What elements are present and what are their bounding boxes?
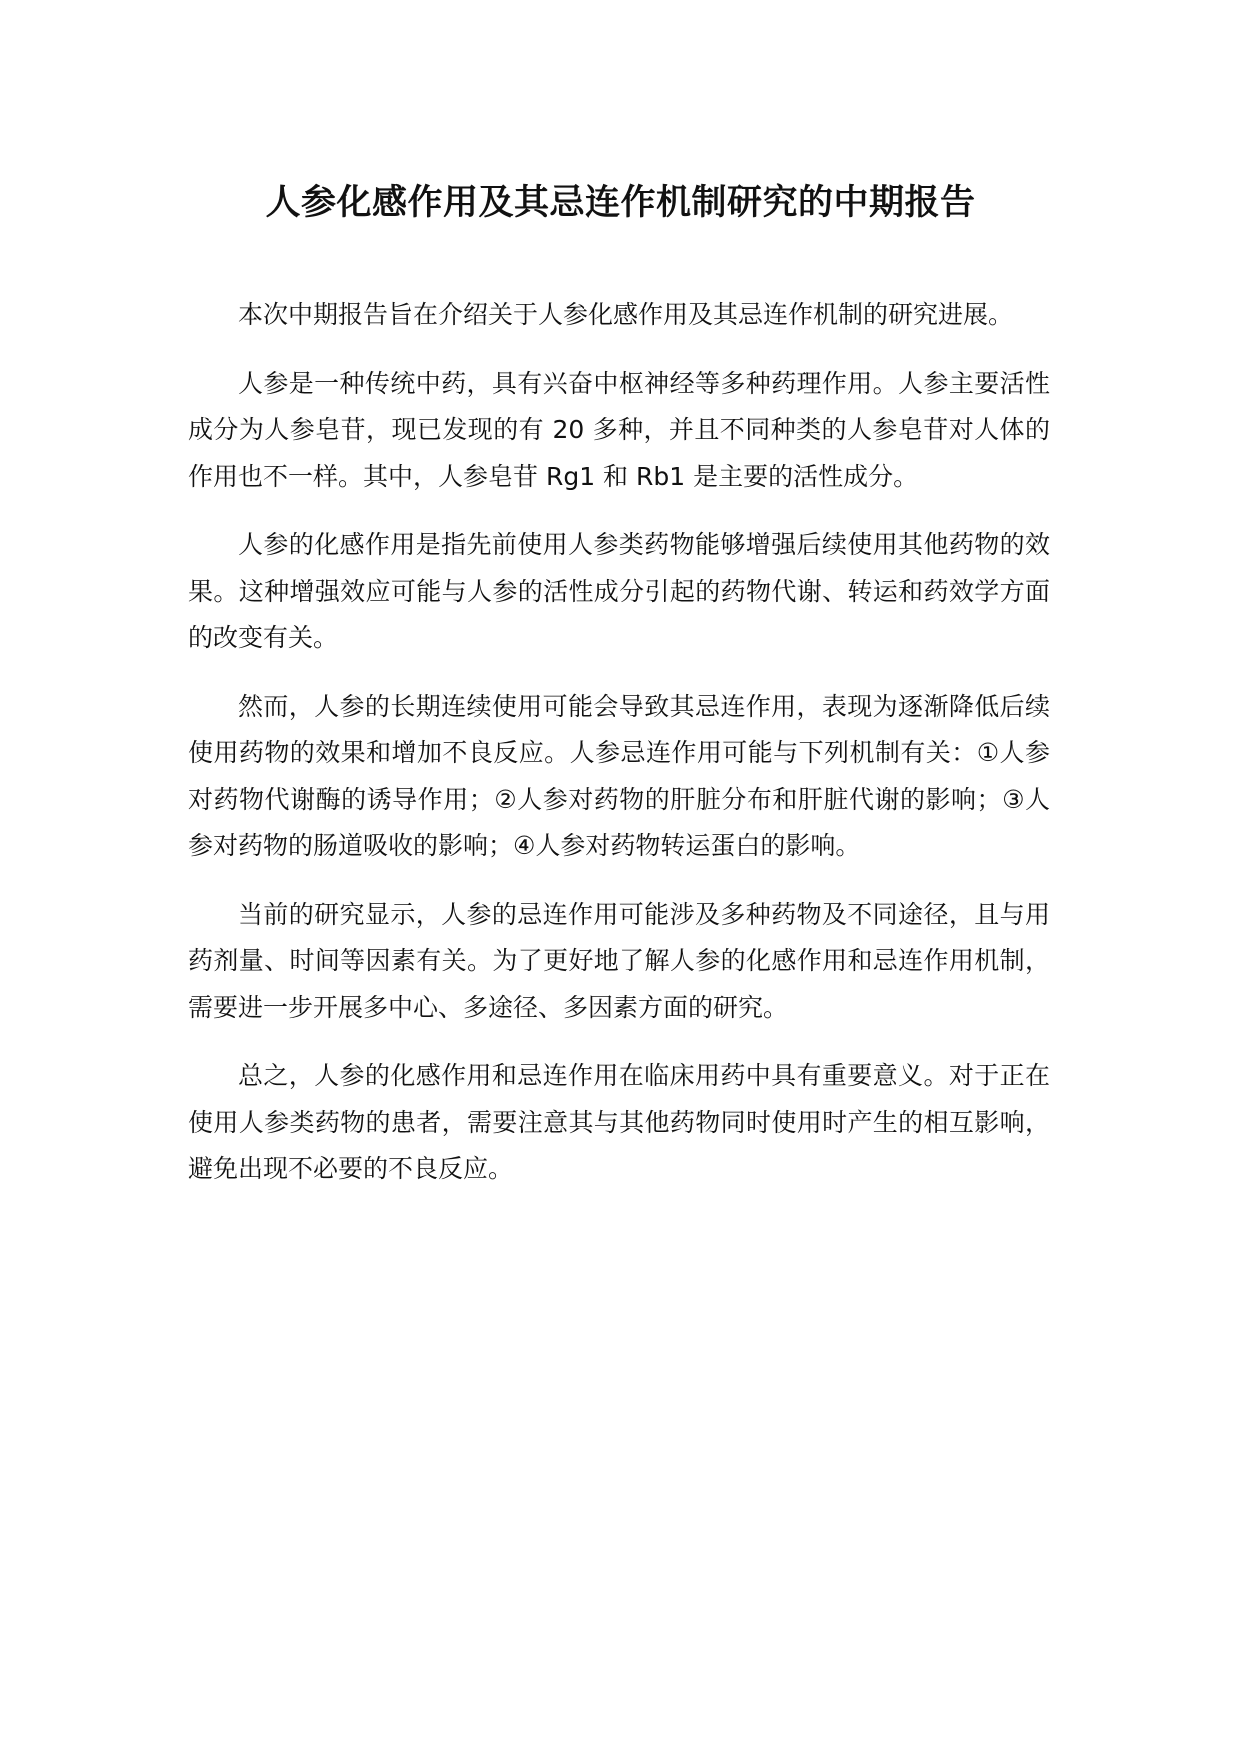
paragraph-conclusion: 总之，人参的化感作用和忌连作用在临床用药中具有重要意义。对于正在使用人参类药物的患者，需要注意其与其他药物同时使用时产生的相互影响，避免出现不必要的不良反应。 [188, 1061, 1050, 1183]
paragraph-intro: 本次中期报告旨在介绍关于人参化感作用及其忌连作机制的研究进展。 [238, 300, 1014, 329]
paragraph-ginseng-overview: 人参是一种传统中药，具有兴奋中枢神经等多种药理作用。人参主要活性成分为人参皂苷，现已发现的有 20 多种，并且不同种类的人参皂苷对人体的作用也不一样。其中，人参皂苷 Rg1 和 Rb1 是主要的活性成分。 [188, 368, 1050, 491]
paragraph-continuous-cropping: 然而，人参的长期连续使用可能会导致其忌连作用，表现为逐渐降低后续使用药物的效果和增加不良反应。人参忌连作用可能与下列机制有关：①人参对药物代谢酶的诱导作用；②人参对药物的肝脏分布和肝脏代谢的影响；③人参对药物的肠道吸收的影响；④人参对药物转运蛋白的影响。 [188, 691, 1050, 860]
document-body [188, 292, 1050, 1215]
paragraph-allelopathy: 人参的化感作用是指先前使用人参类药物能够增强后续使用其他药物的效果。这种增强效应可能与人参的活性成分引起的药物代谢、转运和药效学方面的改变有关。 [188, 530, 1050, 652]
document-title: 人参化感作用及其忌连作机制研究的中期报告 [265, 183, 976, 223]
paragraph-current-research: 当前的研究显示，人参的忌连作用可能涉及多种药物及不同途径，且与用药剂量、时间等因素有关。为了更好地了解人参的化感作用和忌连作用机制，需要进一步开展多中心、多途径、多因素方面的研究。 [188, 899, 1050, 1022]
